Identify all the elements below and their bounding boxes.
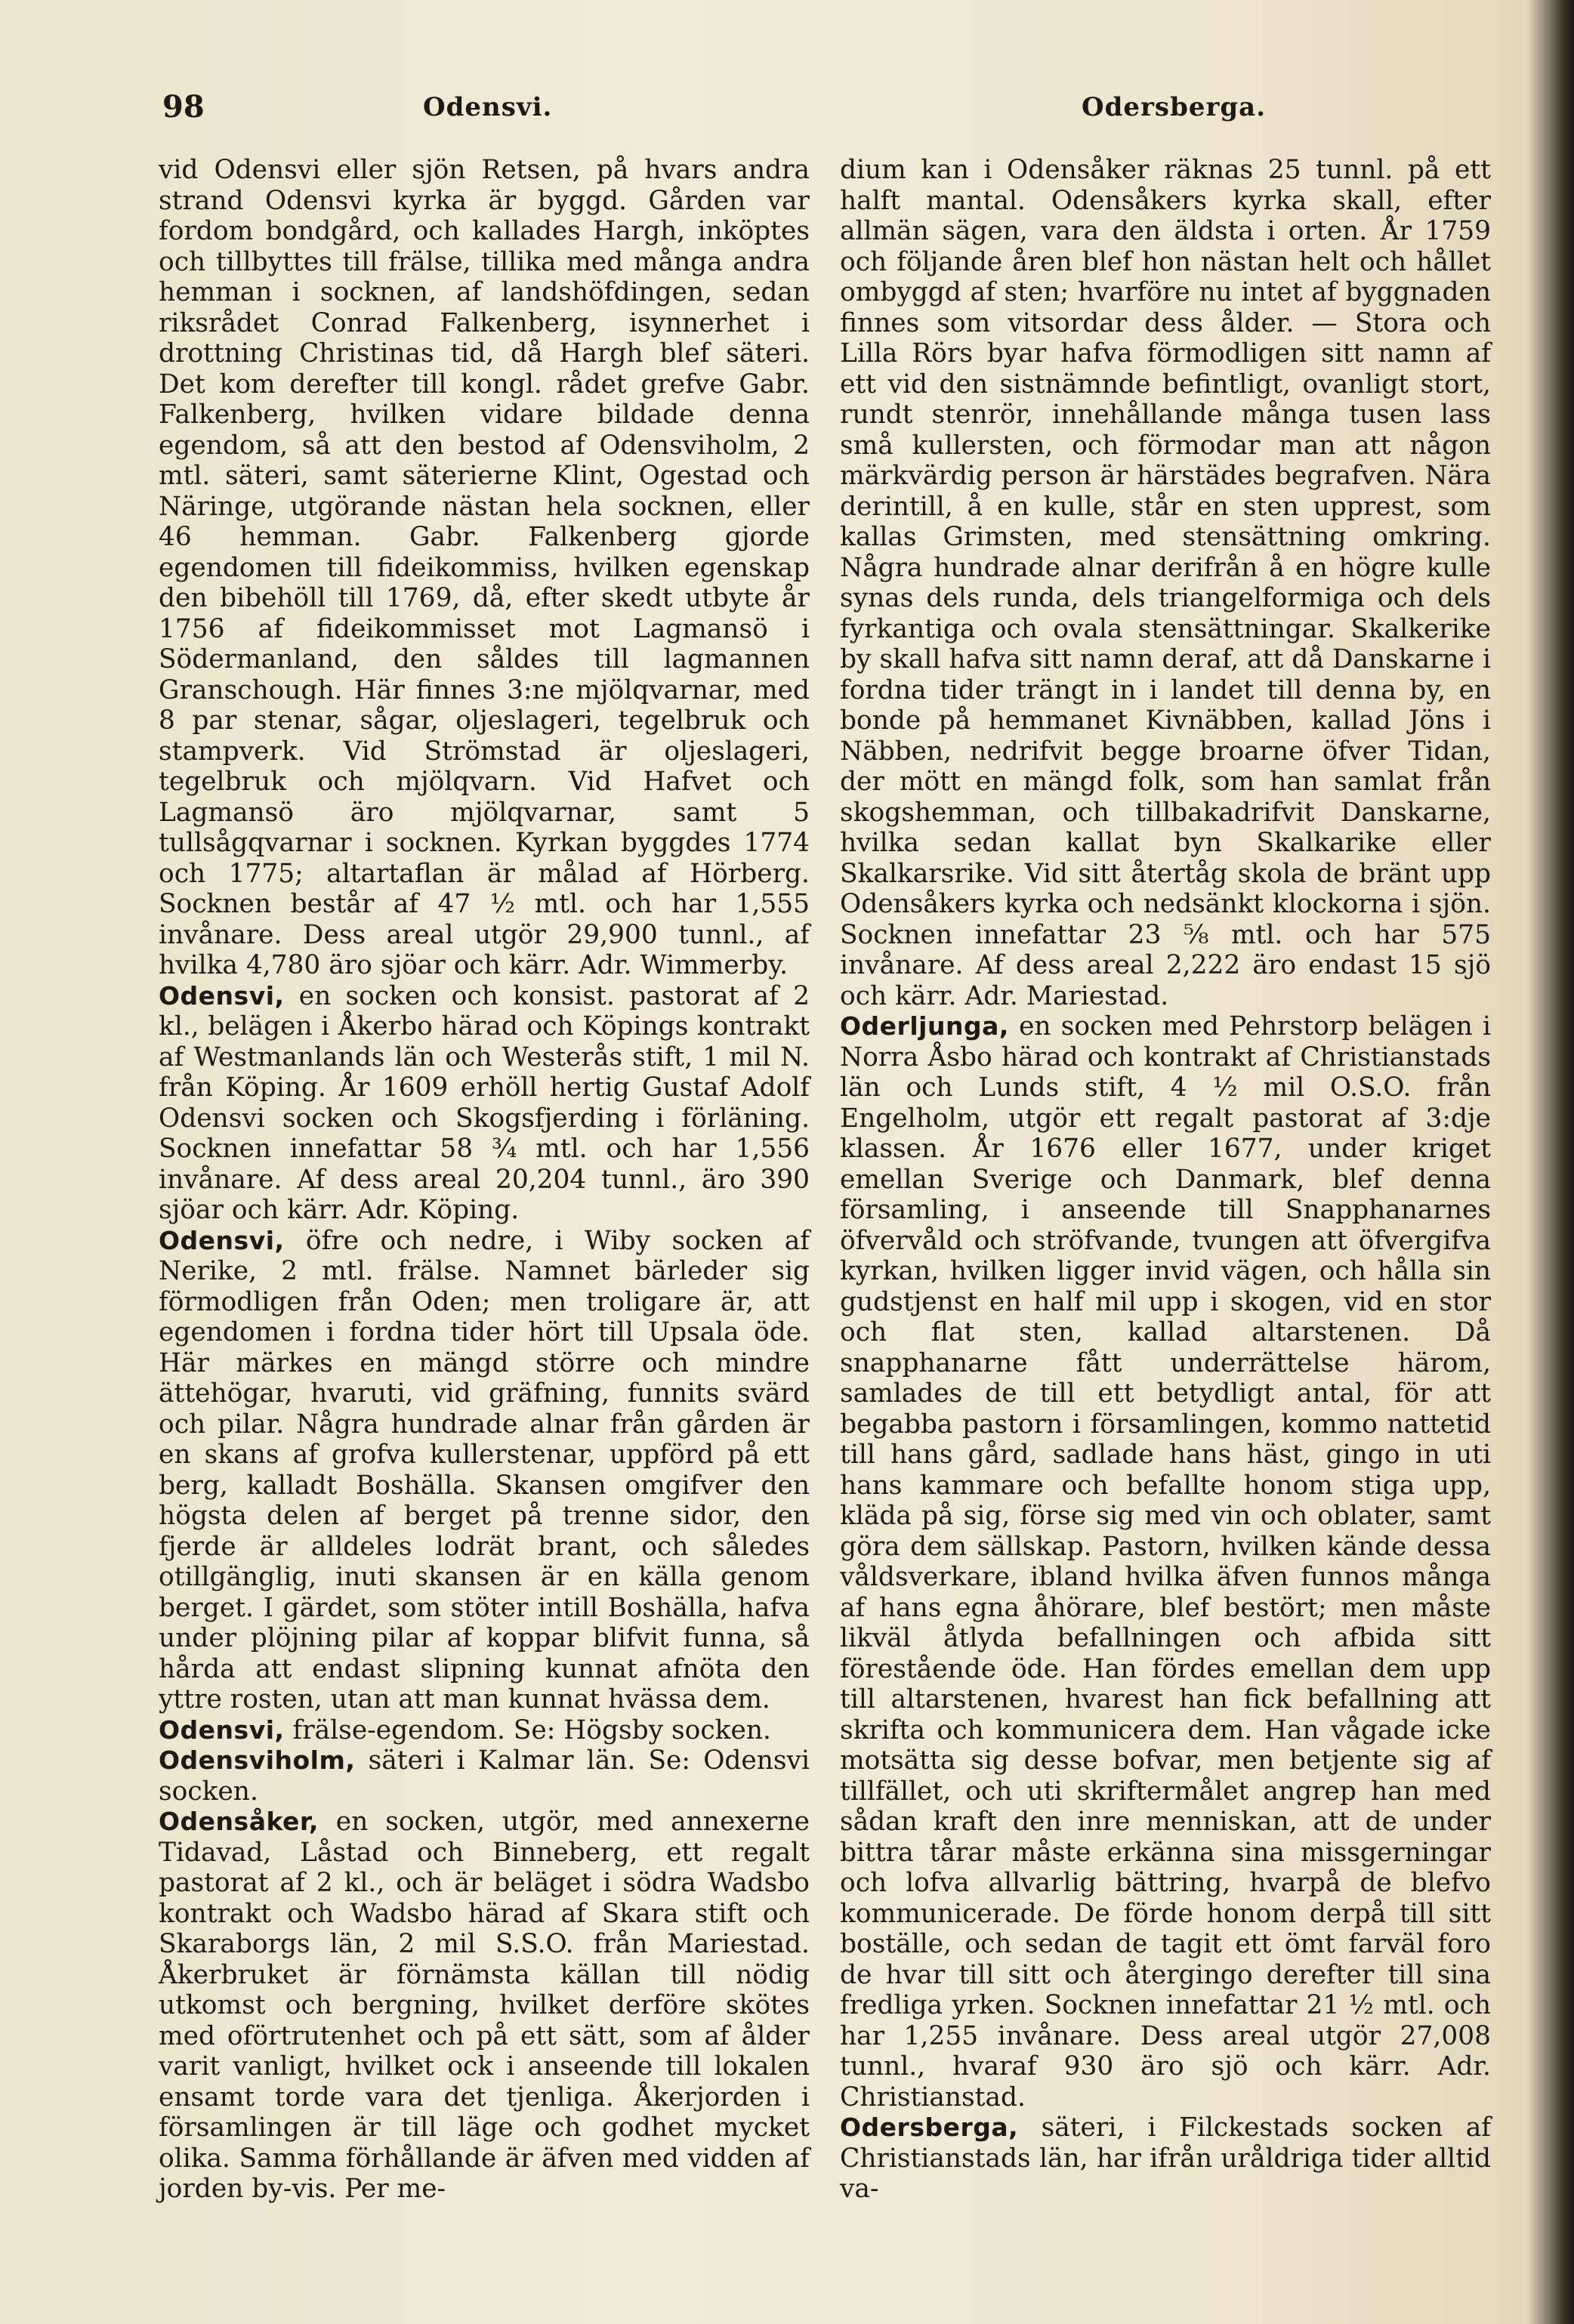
entry-body: en socken, utgör, med annexerne Tidavad, Låstad och Binneberg, ett regalt pastorat af 2 kl., och är beläget i södra Wadsbo kontrakt och Wadsbo härad af Skara stift och Skaraborgs län, 2 mil S.S.O. från Mariestad. Åkerbruket är förnämsta källan till nödig utkomst och bergning, hvilket derföre skötes med oförtrutenhet och på ett sätt, som af ålder varit vanligt, hvilket ock i anseende till lokalen ensamt torde vara det tjenliga. Åkerjorden i församlingen är till läge och godhet mycket olika. Samma förhållande är äfven med vidden af jorden by-vis. Per me- xyxy=(159,1807,810,2204)
entry-odensvi-socken xyxy=(159,981,810,1226)
running-head-left: Odensvi. xyxy=(423,92,553,122)
entry-headword: Odersberga, xyxy=(840,2113,1019,2142)
entry-odensvi-frälse xyxy=(159,1715,810,1746)
entry-headword: Odensvi, xyxy=(159,980,285,1011)
entry-odensviholm xyxy=(159,1745,810,1807)
entry-body: en socken och konsist. pastorat af 2 kl., belägen i Åkerbo härad och Köpings kontrakt af Westmanlands län och Westerås stift, 1 mil N. från Köping. År 1609 erhöll hertig Gustaf Adolf Odensvi socken och Skogsfjerding i förläning. Socknen innefattar 58 ¾ mtl. och har 1,556 invånare. Af dess areal 20,204 tunnl., äro 390 sjöar och kärr. Adr. Köping. xyxy=(159,980,810,1225)
entry-body: öfre och nedre, i Wiby socken af Nerike, 2 mtl. frälse. Namnet bärleder sig förmodligen från Oden; men troligare är, att egendomen i fordna tider hört till Upsala öde. Här märkes en mängd större och mindre ättehögar, hvaruti, vid gräfning, funnits svärd och pilar. Några hundrade alnar från gården är en skans af grofva kullerstenar, uppförd på ett berg, kalladt Boshälla. Skansen omgifver den högsta delen af berget på trenne sidor, den fjerde är alldeles lodrät brant, och således otillgänglig, inuti skansen är en källa genom berget. I gärdet, som stöter intill Boshälla, hafva under plöjning pilar af koppar blifvit funna, så hårda att endast slipning kunnat afnöta den yttre rosten, utan att man kunnat hvässa dem. xyxy=(159,1225,810,1714)
page-number: 98 xyxy=(162,89,205,125)
entry-oderljunga xyxy=(840,1011,1491,2113)
entry-body: säteri, i Filckestads socken af Christianstads län, har ifrån uråldriga tider alltid va- xyxy=(840,2113,1491,2204)
left-column xyxy=(159,155,810,2205)
entry-body: en socken med Pehrstorp belägen i Norra Åsbo härad och kontrakt af Christianstads län och Lunds stift, 4 ½ mil O.S.O. från Engelholm, utgör ett regalt pastorat af 3:dje klassen. År 1676 eller 1677, under kriget emellan Sverige och Danmark, blef denna församling, i anseende till Snapphanarnes öfvervåld och ströfvande, tvungen att öfvergifva kyrkan, hvilken ligger invid vägen, och hålla sin gudstjenst en half mil upp i skogen, vid en stor och flat sten, kallad altarstenen. Då snapphanarne fått underrättelse härom, samlades de till ett betydligt antal, för att begabba pastorn i församlingen, kommo nattetid till hans gård, sadlade hans häst, gingo in uti hans kammare och befallte honom stiga upp, kläda på sig, förse sig med vin och oblater, samt göra dem sällskap. Pastorn, hvilken kände dessa våldsverkare, ibland hvilka äfven funnos många af hans egna åhörare, blef bestört; men måste likväl åtlyda befallningen och afbida sitt förestående öde. Han fördes emellan dem upp till altarstenen, hvarest han fick befallning att skrifta och kommunicera dem. Han vågade icke motsätta sig desse bofvar, men betjente sig af tillfället, och uti skriftermålet angrep han med sådan kraft den inre menniskan, att de under bittra tårar måste erkänna sina missgerningar och lofva allvarlig bättring, hvarpå de blefvo kommunicerade. De förde honom derpå till sitt boställe, och sedan de tagit ett ömt farväl foro de hvar till sitt och återgingo derefter till sina fredliga yrken. Socknen innefattar 21 ½ mtl. och har 1,255 invånare. Dess areal utgör 27,008 tunnl., hvaraf 930 äro sjö och kärr. Adr. Christianstad. xyxy=(840,1011,1491,2113)
entry-odensvi-wiby xyxy=(159,1226,810,1715)
entry-body: dium kan i Odensåker räknas 25 tunnl. på ett halft mantal. Odensåkers kyrka skall, efter allmän sägen, vara den äldsta i orten. År 1759 och följande åren blef hon nästan helt och hållet ombyggd af sten; hvarföre nu intet af byggnaden finnes som vitsordar dess ålder. — Stora och Lilla Rörs byar hafva förmodligen sitt namn af ett vid den sistnämnde befintligt, ovanligt stort, rundt stenrör, innehållande många tusen lass små kullersten, och förmodar man att någon märkvärdig person är härstädes begrafven. Nära derintill, å en kulle, står en sten upprest, som kallas Grimsten, med stensättning omkring. Några hundrade alnar derifrån å en högre kulle synas dels runda, dels triangelformiga och dels fyrkantiga och ovala stensättningar. Skalkerike by skall hafva sitt namn deraf, att då Danskarne i fordna tider trängt in i landet till denna by, en bonde på hemmanet Kivnäbben, kallad Jöns i Näbben, nedrifvit begge broarne öfver Tidan, der mött en mängd folk, som han samlat från skogshemman, och tillbakadrifvit Danskarne, hvilka sedan kallat byn Skalkarike eller Skalkarsrike. Vid sitt återtåg skola de bränt upp Odensåkers kyrka och nedsänkt klockorna i sjön. Socknen innefattar 23 ⅝ mtl. och har 575 invånare. Af dess areal 2,222 äro endast 15 sjö och kärr. Adr. Mariestad. xyxy=(840,155,1491,1011)
right-column xyxy=(840,155,1491,2205)
entry-headword: Odensviholm, xyxy=(159,1745,356,1775)
entry-body: frälse-egendom. Se: Högsby socken. xyxy=(284,1714,771,1745)
entry-text xyxy=(840,155,1491,1011)
running-head-right: Odersberga. xyxy=(1082,92,1267,122)
page-header xyxy=(0,89,1574,134)
entry-odersberga xyxy=(840,2113,1491,2205)
entry-headword: Odensåker, xyxy=(159,1807,319,1836)
entry-body: vid Odensvi eller sjön Retsen, på hvars andra strand Odensvi kyrka är byggd. Gården var fordom bondgård, och kallades Hargh, inköptes och tillbyttes till frälse, tillika med många andra hemman i socknen, af landshöfdingen, sedan riksrådet Conrad Falkenberg, isynnerhet i drottning Christinas tid, då Hargh blef säteri. Det kom derefter till kongl. rådet grefve Gabr. Falkenberg, hvilken vidare bildade denna egendom, så att den bestod af Odensviholm, 2 mtl. säteri, samt säterierne Klint, Ogestad och Näringe, utgörande nästan hela socknen, eller 46 hemman. Gabr. Falkenberg gjorde egendomen till fideikommiss, hvilken egenskap den bibehöll till 1769, då, efter skedt utbyte år 1756 af fideikommisset mot Lagmansö i Södermanland, den såldes till lagmannen Granschough. Här finnes 3:ne mjölqvarnar, med 8 par stenar, sågar, oljeslageri, tegelbruk och stampverk. Vid Strömstad är oljeslageri, tegelbruk och mjölqvarn. Vid Hafvet och Lagmansö äro mjölqvarnar, samt 5 tullsågqvarnar i socknen. Kyrkan byggdes 1774 och 1775; altartaflan är målad af Hörberg. Socknen består af 47 ½ mtl. och har 1,555 invånare. Dess areal utgör 29,900 tunnl., af hvilka 4,780 äro sjöar och kärr. Adr. Wimmerby. xyxy=(159,155,810,980)
entry-headword: Odensvi, xyxy=(159,1225,285,1255)
entry-text xyxy=(159,155,810,981)
entry-odensaker xyxy=(159,1807,810,2205)
entry-headword: Oderljunga, xyxy=(840,1011,1009,1041)
entry-body: säteri i Kalmar län. Se: Odensvi socken. xyxy=(159,1745,810,1807)
entry-headword: Odensvi, xyxy=(159,1714,285,1745)
